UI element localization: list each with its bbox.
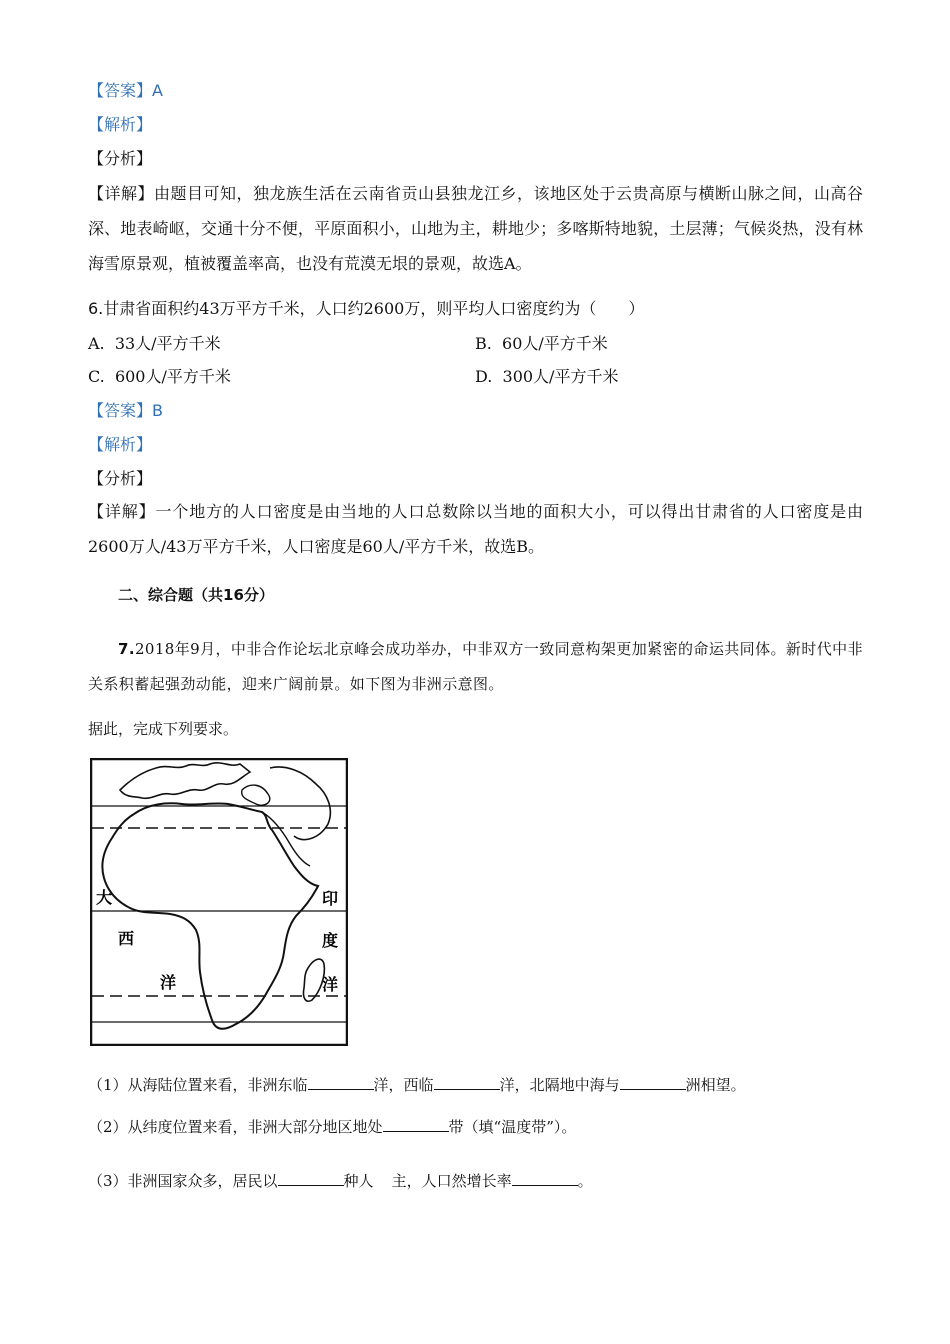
sub-text: 种人	[343, 1172, 374, 1190]
analysis-label: 【解析】	[88, 435, 153, 454]
label-indian-1: 印	[322, 889, 339, 908]
detail-paragraph	[88, 176, 863, 281]
question-6-stem	[88, 298, 644, 320]
option-text: 300人/平方千米	[502, 367, 619, 386]
detail-text: 由题目可知，独龙族生活在云南省贡山县独龙江乡，该地区处于云贵高原与横断山脉之间，山高谷深、地表崎岖，交通十分不便，平原面积小，山地为主，耕地少；多喀斯特地貌，土层薄；气候炎热，没有林海雪原景观，植被覆盖率高，也没有荒漠无垠的景观，故选A。	[88, 184, 863, 273]
option-label: A.	[88, 334, 105, 353]
option-a	[88, 333, 221, 355]
fenxi-tag	[88, 468, 152, 490]
analysis-tag	[88, 114, 152, 136]
detail-tag: 【详解】	[88, 184, 154, 203]
sub-text: 洋，北隔地中海与	[499, 1076, 620, 1094]
option-d	[475, 366, 618, 388]
answer-blank[interactable]	[308, 1075, 374, 1090]
label-indian-2: 度	[322, 931, 339, 950]
sub-question-2	[88, 1116, 576, 1138]
option-text: 33人/平方千米	[114, 334, 221, 353]
answer-blank[interactable]	[434, 1075, 500, 1090]
answer-tag: 【答案】	[88, 401, 153, 420]
option-label: D.	[475, 367, 493, 386]
fenxi-tag	[88, 148, 152, 170]
label-atlantic-2: 西	[118, 929, 135, 948]
detail-paragraph	[88, 494, 863, 564]
option-b	[475, 333, 608, 355]
answer-line	[88, 400, 163, 422]
sub-text: 。	[577, 1172, 593, 1190]
option-label: C.	[88, 367, 105, 386]
option-c	[88, 366, 231, 388]
question-7-stem	[88, 632, 863, 702]
answer-blank[interactable]	[620, 1075, 686, 1090]
sub-text: 带（填“温度带”）。	[448, 1118, 577, 1136]
label-atlantic-3: 洋	[160, 973, 177, 992]
answer-blank[interactable]	[278, 1171, 344, 1186]
answer-value: B	[152, 401, 163, 420]
label-atlantic-1: 大	[96, 888, 113, 907]
sub-text: （1）从海陆位置来看，非洲东临	[88, 1076, 308, 1094]
section-title: 二、综合题（共16分）	[118, 586, 274, 604]
answer-blank[interactable]	[512, 1171, 578, 1186]
answer-line	[88, 80, 163, 102]
question-number: 6.	[88, 299, 104, 318]
analysis-label: 【解析】	[88, 115, 153, 134]
option-label: B.	[475, 334, 492, 353]
question-stem: 2018年9月，中非合作论坛北京峰会成功举办，中非双方一致同意构架更加紧密的命运共同体。新时代中非关系积蓄起强劲动能，迎来广阔前景。如下图为非洲示意图。	[88, 640, 863, 693]
detail-tag: 【详解】	[88, 502, 156, 521]
sub-text: （2）从纬度位置来看，非洲大部分地区地处	[88, 1118, 383, 1136]
option-text: 600人/平方千米	[114, 367, 231, 386]
answer-value: A	[152, 81, 163, 100]
sub-question-1	[88, 1074, 746, 1096]
fenxi-label: 【分析】	[88, 469, 153, 488]
option-text: 60人/平方千米	[502, 334, 608, 353]
answer-tag: 【答案】	[88, 81, 153, 100]
sub-question-3	[88, 1170, 593, 1192]
fenxi-label: 【分析】	[88, 149, 153, 168]
question-number: 7.	[118, 640, 135, 658]
sub-text: 主，人口然增长率	[391, 1172, 512, 1190]
question-stem: 甘肃省面积约43万平方千米，人口约2600万，则平均人口密度约为（ ）	[103, 299, 645, 318]
sub-text: 洋，西临	[373, 1076, 434, 1094]
sub-text: 洲相望。	[685, 1076, 746, 1094]
detail-text: 一个地方的人口密度是由当地的人口总数除以当地的面积大小，可以得出甘肃省的人口密度是由2600万人/43万平方千米，人口密度是60人/平方千米，故选B。	[88, 502, 863, 556]
africa-map	[90, 758, 348, 1046]
question-instruction: 据此，完成下列要求。	[88, 720, 239, 738]
answer-blank[interactable]	[383, 1117, 449, 1132]
sub-text: （3）非洲国家众多，居民以	[88, 1172, 278, 1190]
analysis-tag	[88, 434, 152, 456]
label-indian-3: 洋	[322, 975, 339, 994]
